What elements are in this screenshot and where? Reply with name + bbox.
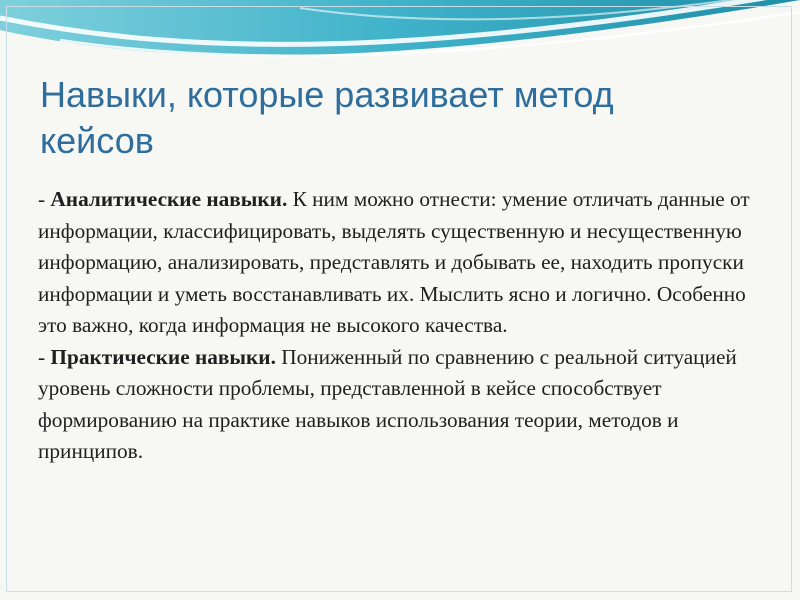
lead-practical: Практические навыки. bbox=[50, 344, 276, 369]
lead-analytic: Аналитические навыки. bbox=[50, 187, 288, 211]
paragraph-practical bbox=[38, 342, 768, 468]
paragraph-analytic bbox=[38, 184, 768, 342]
title-line-2: кейсов bbox=[40, 120, 154, 161]
slide-title bbox=[40, 72, 740, 164]
slide-body bbox=[38, 184, 768, 468]
bullet-dash: - bbox=[38, 187, 51, 211]
text-practical: Пониженный по сравнению с реальной ситуацией уровень сложности проблемы, представленной в кейсе способствует формированию на практике навыков использования теории, методов и принципов. bbox=[38, 344, 737, 463]
text-analytic: К ним можно отнести: умение отличать данные от информации, классифицировать, выделять существенную и несущественную информацию, анализировать, представлять и добывать ее, находить пропуски информации и уметь восстанавливать их. Мыслить ясно и логично. Особенно это важно, когда информация не высокого качества. bbox=[38, 187, 750, 337]
title-line-1: Навыки, которые развивает метод bbox=[40, 74, 614, 115]
bullet-dash: - bbox=[38, 344, 51, 369]
